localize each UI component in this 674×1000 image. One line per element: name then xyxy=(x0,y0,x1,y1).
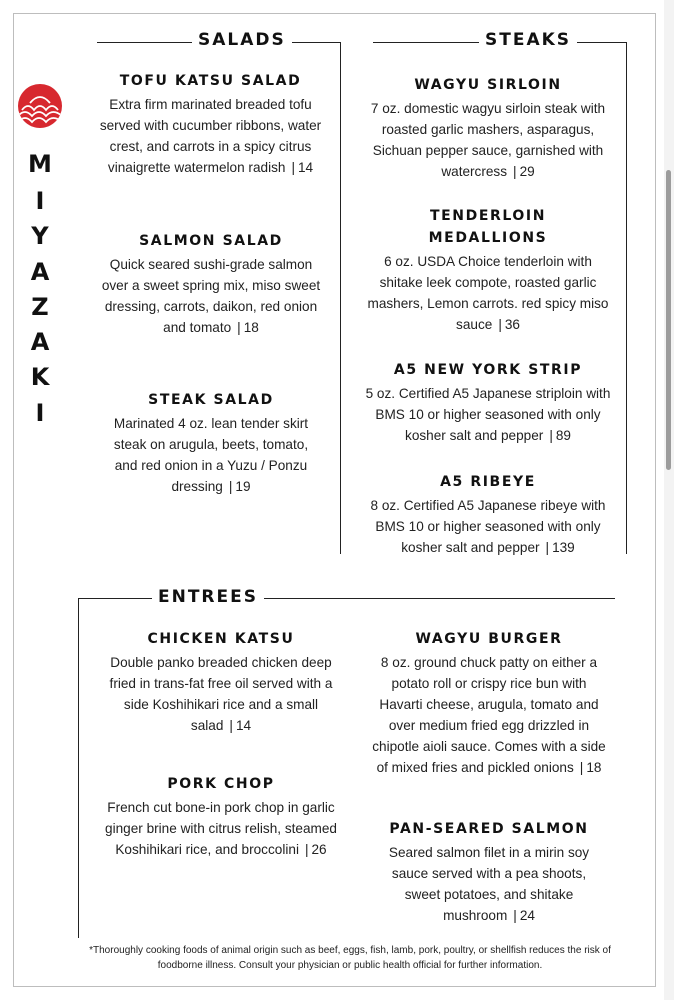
price-separator: | xyxy=(229,718,233,733)
item-description xyxy=(88,94,333,178)
item-price: 36 xyxy=(504,317,520,332)
item-price: 139 xyxy=(552,540,575,555)
entrees-left-rule xyxy=(78,598,79,938)
item-description-text: 7 oz. domestic wagyu sirloin steak with roasted garlic mashers, asparagus, Sichuan pepper sauce, garnished with watercress xyxy=(370,101,606,179)
brand-letter: K xyxy=(30,363,50,391)
item-name: A5 NEW YORK STRIP xyxy=(393,362,583,378)
steaks-heading: STEAKS xyxy=(479,30,577,50)
menu-item-a5-ribeye xyxy=(364,471,612,558)
steaks-right-rule xyxy=(626,42,627,554)
scrollbar[interactable] xyxy=(664,0,674,1000)
brand-letter: Z xyxy=(31,293,49,321)
item-description-text: Marinated 4 oz. lean tender skirt steak on arugula, beets, tomato, and red onion in a Yuzu / Ponzu dressing xyxy=(113,416,309,494)
scroll-thumb[interactable] xyxy=(666,170,671,470)
item-description-text: Double panko breaded chicken deep fried in trans-fat free oil served with a side Koshihikari rice and a small salad xyxy=(109,655,333,733)
item-name: TOFU KATSU SALAD xyxy=(119,73,302,89)
salads-right-rule xyxy=(340,42,341,554)
item-description xyxy=(96,254,326,338)
item-description-text: 5 oz. Certified A5 Japanese striploin with BMS 10 or higher seasoned with only kosher salt and pepper xyxy=(365,386,611,443)
menu-item-steak-salad xyxy=(102,389,320,497)
salads-heading: SALADS xyxy=(192,30,292,50)
item-description-text: 8 oz. ground chuck patty on either a potato roll or crispy rice bun with Havarti cheese, arugula, tomato and over medium fried egg drizzled in chipotle aioli sauce. Comes with a side of mixed fries and pickled onions xyxy=(372,655,606,775)
item-description xyxy=(364,495,612,558)
foodborne-illness-footnote: *Thoroughly cooking foods of animal origin such as beef, eggs, fish, lamb, pork, poultry, or shellfish reduces the risk of foodborne illness. Consult your physician or public health official for further information. xyxy=(89,945,611,971)
item-name: SALMON SALAD xyxy=(139,233,283,249)
price-separator: | xyxy=(237,320,241,335)
menu-item-tenderloin-medallions xyxy=(362,205,614,335)
price-separator: | xyxy=(291,160,295,175)
menu-item-pork-chop xyxy=(104,773,338,860)
price-separator: | xyxy=(498,317,502,332)
brand-letter: A xyxy=(30,258,50,286)
item-description xyxy=(372,652,606,778)
item-name: A5 RIBEYE xyxy=(440,474,536,490)
menu-item-salmon-salad xyxy=(96,230,326,338)
menu-item-tofu-katsu-salad xyxy=(88,70,333,178)
item-name: CHICKEN KATSU xyxy=(147,631,295,647)
menu-item-wagyu-sirloin xyxy=(370,74,606,182)
menu-item-wagyu-burger xyxy=(372,628,606,778)
menu-item-chicken-katsu xyxy=(100,628,342,736)
item-name: TENDERLOIN MEDALLIONS xyxy=(428,208,548,246)
item-name: STEAK SALAD xyxy=(148,392,274,408)
item-description-text: French cut bone-in pork chop in garlic ginger brine with citrus relish, steamed Koshihikari rice, and broccolini xyxy=(105,800,337,857)
menu-item-pan-seared-salmon xyxy=(376,818,602,926)
item-price: 14 xyxy=(297,160,314,175)
item-description xyxy=(370,98,606,182)
price-separator: | xyxy=(304,842,309,857)
price-separator: | xyxy=(545,540,550,555)
item-description xyxy=(376,842,602,926)
brand-letter: A xyxy=(30,328,50,356)
item-description-text: 8 oz. Certified A5 Japanese ribeye with BMS 10 or higher seasoned with only kosher salt and pepper xyxy=(370,498,606,555)
item-price: 26 xyxy=(311,842,327,857)
item-description xyxy=(364,383,612,446)
item-name: WAGYU BURGER xyxy=(415,631,563,647)
restaurant-logo-icon xyxy=(17,83,63,129)
item-price: 89 xyxy=(555,428,571,443)
item-description xyxy=(102,413,320,497)
item-description-text: Extra firm marinated breaded tofu served with cucumber ribbons, water crest, and carrots in a spicy citrus vinaigrette watermelon radish xyxy=(99,97,322,175)
item-name: PAN-SEARED SALMON xyxy=(389,821,589,837)
item-name: WAGYU SIRLOIN xyxy=(414,77,562,93)
item-description xyxy=(100,652,342,736)
item-price: 18 xyxy=(243,320,259,335)
item-price: 14 xyxy=(235,718,252,733)
item-description-text: Quick seared sushi-grade salmon over a sweet spring mix, miso sweet dressing, carrots, daikon, red onion and tomato xyxy=(101,257,321,335)
item-price: 18 xyxy=(586,760,602,775)
item-price: 24 xyxy=(519,908,535,923)
item-name: PORK CHOP xyxy=(167,776,275,792)
price-separator: | xyxy=(228,479,233,494)
brand-letter: Y xyxy=(31,222,49,250)
brand-letter: I xyxy=(35,399,45,427)
item-description-text: Seared salmon filet in a mirin soy sauce served with a pea shoots, sweet potatoes, and shitake mushroom xyxy=(388,845,590,923)
price-separator: | xyxy=(579,760,584,775)
price-separator: | xyxy=(513,164,517,179)
item-price: 19 xyxy=(235,479,251,494)
price-separator: | xyxy=(513,908,517,923)
brand-letter: I xyxy=(35,187,45,215)
entrees-heading: ENTREES xyxy=(152,587,264,607)
price-separator: | xyxy=(549,428,553,443)
menu-item-a5-new-york-strip xyxy=(364,359,612,446)
item-price: 29 xyxy=(519,164,535,179)
item-description xyxy=(104,797,338,860)
brand-letter: M xyxy=(28,150,52,178)
item-description xyxy=(362,251,614,335)
item-description-text: 6 oz. USDA Choice tenderloin with shitake leek compote, roasted garlic mashers, Lemon carrots. red spicy miso sauce xyxy=(367,254,609,332)
